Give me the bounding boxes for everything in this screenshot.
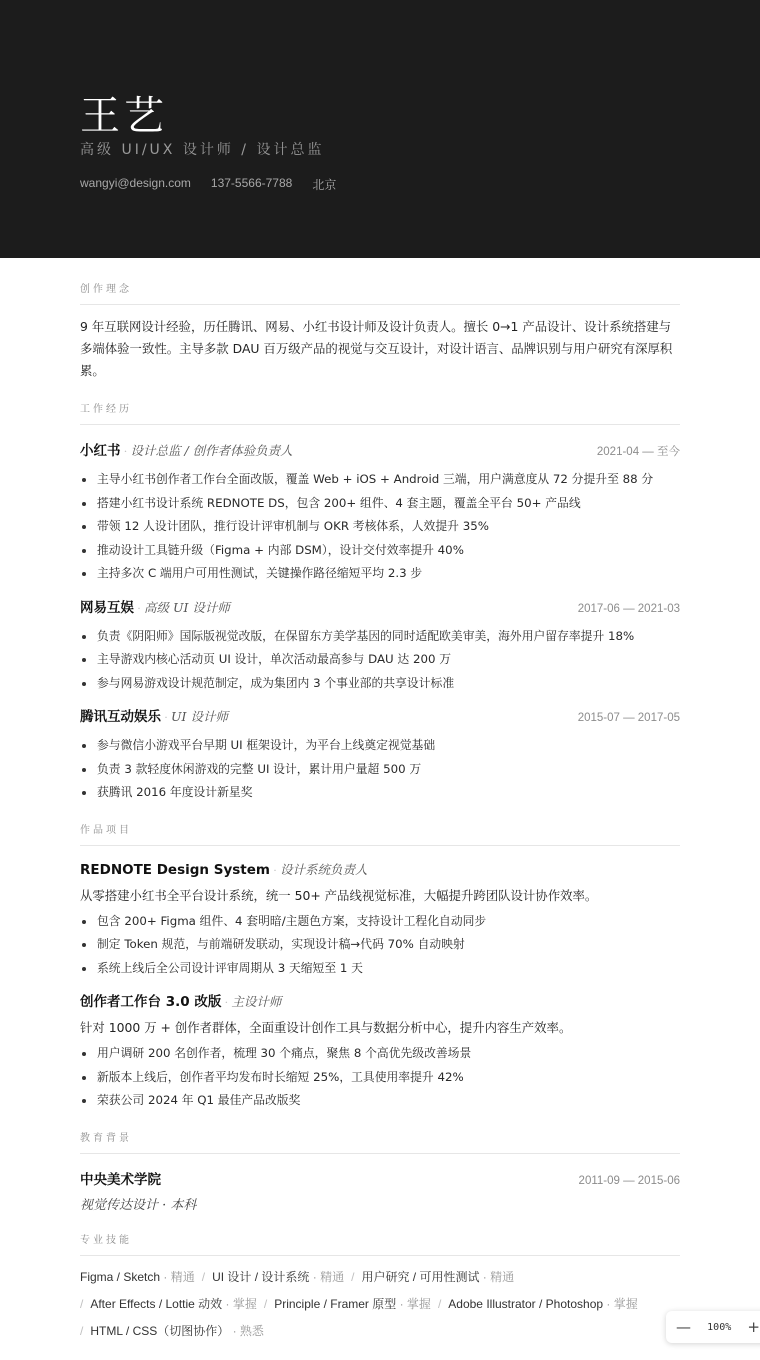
- contact-info: [80, 176, 336, 193]
- skill-level: 精通: [490, 1269, 515, 1284]
- list-item: 主导游戏内核心活动页 UI 设计，单次活动最高参与 DAU 达 200 万: [80, 648, 680, 672]
- zoom-control: [666, 1311, 760, 1343]
- job-header: [80, 596, 680, 617]
- project-header: [80, 860, 680, 879]
- skill-item: Adobe Illustrator / Photoshop · 掌握: [448, 1296, 638, 1311]
- job-role: 设计总监 / 创作者体验负责人: [130, 443, 293, 458]
- skill-level: 掌握: [406, 1296, 431, 1311]
- list-item: 荣获公司 2024 年 Q1 最佳产品改版奖: [80, 1089, 680, 1113]
- list-item: 系统上线后全公司设计评审周期从 3 天缩短至 1 天: [80, 957, 680, 981]
- list-item: 参与网易游戏设计规范制定，成为集团内 3 个事业部的共享设计标准: [80, 672, 680, 696]
- job-bullets: [80, 734, 680, 805]
- skill-name: Principle / Framer 原型: [274, 1296, 397, 1311]
- project-header: [80, 990, 680, 1011]
- skill-name: HTML / CSS（切图协作）: [90, 1323, 230, 1338]
- company-name: 腾讯互动娱乐: [80, 709, 161, 725]
- list-item: 推动设计工具链升级（Figma + 内部 DSM），设计交付效率提升 40%: [80, 539, 680, 563]
- list-item: 包含 200+ Figma 组件、4 套明暗/主题色方案，支持设计工程化自动同步: [80, 910, 680, 934]
- zoom-level: 100%: [707, 1321, 732, 1333]
- summary-text: 9 年互联网设计经验，历任腾讯、网易、小红书设计师及设计负责人。擅长 0→1 产品设计、设计系统搭建与多端体验一致性。主导多款 DAU 百万级产品的视觉与交互设计，对设计语言、品牌识别与用户研究有深厚积累。: [80, 319, 673, 378]
- skill-name: UI 设计 / 设计系统: [212, 1269, 310, 1284]
- education-entry: [80, 1168, 680, 1213]
- skills-list: Figma / Sketch · 精通 / UI 设计 / 设计系统 · 精通 / 用户研究 / 可用性测试 · 精通 / After Effects / Lottie 动效 · 掌握 / Principle / Framer 原型 · 掌握 / Adobe Illustrator / Photoshop · 掌握 / HTML / CSS（切图协作） · 熟悉: [80, 1269, 638, 1338]
- school-name: 中央美术学院: [80, 1171, 161, 1188]
- section-heading-philosophy: 创作理念: [80, 280, 680, 305]
- resume-header: [0, 0, 760, 258]
- skill-name: Figma / Sketch: [80, 1269, 161, 1284]
- skill-level: 熟悉: [239, 1323, 264, 1338]
- zoom-in-button[interactable]: +: [747, 1318, 760, 1336]
- separator-dot: ·: [123, 444, 128, 458]
- skill-level: 精通: [170, 1269, 195, 1284]
- job-header: [80, 705, 680, 726]
- section-heading-projects: 作品项目: [80, 821, 680, 846]
- contact-email[interactable]: wangyi@design.com: [80, 176, 191, 190]
- project-name: REDNOTE Design System: [80, 861, 270, 878]
- education-header: [80, 1168, 680, 1188]
- skill-item: Principle / Framer 原型 · 掌握: [274, 1296, 431, 1311]
- company-name: 小红书: [80, 443, 121, 459]
- skill-item: Figma / Sketch · 精通: [80, 1269, 195, 1284]
- skill-item: After Effects / Lottie 动效 · 掌握: [90, 1296, 257, 1311]
- job-header: [80, 439, 680, 460]
- zoom-out-button[interactable]: —: [676, 1318, 691, 1336]
- section-heading-experience: 工作经历: [80, 400, 680, 425]
- section-heading-education: 教育背景: [80, 1129, 680, 1154]
- job-role: 高级 UI 设计师: [144, 599, 230, 615]
- separator-dot: ·: [164, 710, 168, 724]
- project-entry: [80, 860, 680, 981]
- skill-name: Adobe Illustrator / Photoshop: [448, 1296, 604, 1311]
- project-role: 设计系统负责人: [279, 861, 368, 877]
- job-dates: 2021-04 — 至今: [596, 446, 680, 458]
- list-item: 主持多次 C 端用户可用性测试，关键操作路径缩短平均 2.3 步: [80, 562, 680, 586]
- job-entry: [80, 596, 680, 696]
- project-description: 针对 1000 万 + 创作者群体，全面重设计创作工具与数据分析中心，提升内容生产效率。: [80, 1020, 572, 1035]
- list-item: 带领 12 人设计团队，推行设计评审机制与 OKR 考核体系，人效提升 35%: [80, 515, 680, 539]
- list-item: 负责 3 款轻度休闲游戏的完整 UI 设计，累计用户量超 500 万: [80, 758, 680, 782]
- list-item: 制定 Token 规范，与前端研发联动，实现设计稿→代码 70% 自动映射: [80, 933, 680, 957]
- skill-item: 用户研究 / 可用性测试 · 精通: [361, 1269, 515, 1284]
- skill-name: After Effects / Lottie 动效: [90, 1296, 223, 1311]
- list-item: 负责《阴阳师》国际版视觉改版，在保留东方美学基因的同时适配欧美审美，海外用户留存率提升 18%: [80, 625, 680, 649]
- skill-item: HTML / CSS（切图协作） · 熟悉: [90, 1323, 264, 1338]
- section-heading-skills: 专业技能: [80, 1231, 680, 1256]
- job-dates: 2017-06 — 2021-03: [577, 602, 680, 615]
- education-major: 视觉传达设计 · 本科: [80, 1197, 197, 1213]
- skill-level: 精通: [320, 1269, 345, 1284]
- skill-level: 掌握: [613, 1296, 638, 1311]
- job-dates: 2015-07 — 2017-05: [577, 712, 680, 724]
- project-bullets: [80, 1042, 680, 1113]
- list-item: 用户调研 200 名创作者，梳理 30 个痛点，聚焦 8 个高优先级改善场景: [80, 1042, 680, 1066]
- education-dates: 2011-09 — 2015-06: [578, 1174, 680, 1187]
- skill-name: 用户研究 / 可用性测试: [361, 1269, 480, 1284]
- project-name: 创作者工作台 3.0 改版: [80, 994, 222, 1010]
- list-item: 主导小红书创作者工作台全面改版，覆盖 Web + iOS + Android 三端，用户满意度从 72 分提升至 88 分: [80, 468, 680, 492]
- job-bullets: [80, 468, 680, 586]
- list-item: 新版本上线后，创作者平均发布时长缩短 25%，工具使用率提升 42%: [80, 1066, 680, 1090]
- separator-dot: ·: [224, 995, 229, 1009]
- job-bullets: [80, 625, 680, 696]
- skill-level: 掌握: [232, 1296, 257, 1311]
- candidate-title: 高级 UI/UX 设计师 / 设计总监: [80, 142, 325, 158]
- resume-body: [80, 258, 680, 1345]
- project-bullets: [80, 910, 680, 981]
- separator-dot: ·: [137, 600, 141, 615]
- separator-dot: ·: [272, 862, 277, 877]
- project-entry: [80, 990, 680, 1113]
- list-item: 搭建小红书设计系统 REDNOTE DS，包含 200+ 组件、4 套主题，覆盖全平台 50+ 产品线: [80, 492, 680, 516]
- list-item: 获腾讯 2016 年度设计新星奖: [80, 781, 680, 805]
- contact-city: 北京: [312, 178, 337, 192]
- company-name: 网易互娱: [80, 599, 134, 616]
- project-role: 主设计师: [231, 994, 282, 1009]
- skill-item: UI 设计 / 设计系统 · 精通: [212, 1269, 345, 1284]
- list-item: 参与微信小游戏平台早期 UI 框架设计，为平台上线奠定视觉基础: [80, 734, 680, 758]
- contact-phone: 137-5566-7788: [210, 176, 293, 190]
- candidate-name: 王艺: [80, 93, 168, 139]
- job-role: UI 设计师: [171, 709, 228, 724]
- project-description: 从零搭建小红书全平台设计系统，统一 50+ 产品线视觉标准，大幅提升跨团队设计协作效率。: [80, 887, 598, 903]
- job-entry: [80, 439, 680, 586]
- job-entry: [80, 705, 680, 805]
